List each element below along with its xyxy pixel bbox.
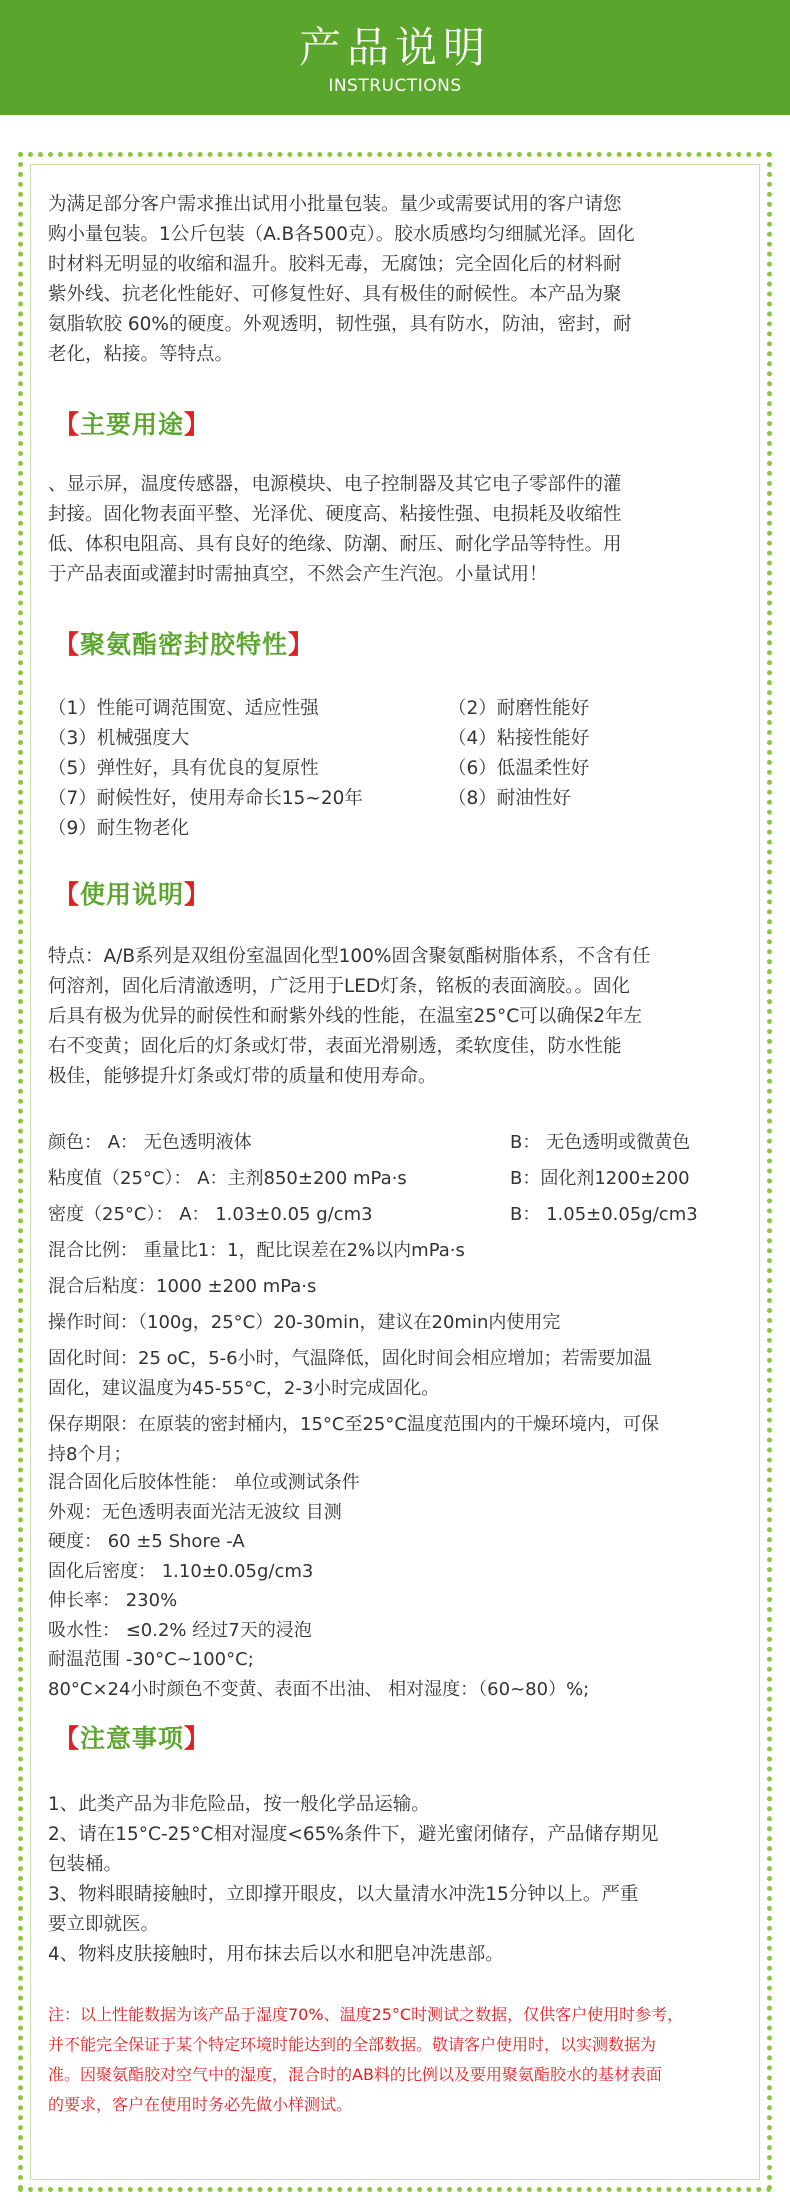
feature-item: （8）耐油性好 xyxy=(448,788,571,809)
spec-property: 吸水性： ≤0.2% 经过7天的浸泡 xyxy=(48,1619,312,1641)
spec-property: 固化后密度： 1.10±0.05g/cm3 xyxy=(48,1560,314,1582)
caution-list xyxy=(48,1790,758,1970)
spec-cure-time-line: 固化，建议温度为45-55°C，2-3小时完成固化。 xyxy=(48,1378,440,1399)
bracket-open: 【 xyxy=(54,880,81,909)
feature-item: （6）低温柔性好 xyxy=(448,758,590,779)
usage-line: 何溶剂，固化后清澈透明，广泛用于LED灯条，铭板的表面滴胶。。固化 xyxy=(48,976,630,997)
spec-cure-time-line: 固化时间：25 oC，5-6小时，气温降低，固化时间会相应增加；若需要加温 xyxy=(48,1348,652,1369)
intro-line: 时材料无明显的收缩和温升。胶料无毒，无腐蚀；完全固化后的材料耐 xyxy=(48,254,622,275)
uses-paragraph xyxy=(48,470,758,590)
uses-line: 、显示屏，温度传感器，电源模块、电子控制器及其它电子零部件的灌 xyxy=(48,474,622,495)
bracket-close: 】 xyxy=(184,880,211,909)
spec-property: 外观：无色透明表面光洁无波纹 目测 xyxy=(48,1501,342,1523)
spec-viscosity-a: 粘度值（25°C）： A：主剂850±200 mPa·s xyxy=(48,1168,407,1189)
spec-density-a: 密度（25°C）： A： 1.03±0.05 g/cm3 xyxy=(48,1204,373,1225)
intro-paragraph xyxy=(48,190,758,370)
features-left-column xyxy=(48,694,363,844)
spec-density-b: B： 1.05±0.05g/cm3 xyxy=(510,1204,698,1225)
spec-property: 伸长率： 230% xyxy=(48,1590,178,1611)
feature-item: （7）耐候性好，使用寿命长15~20年 xyxy=(48,788,363,809)
note-line: 注：以上性能数据为该产品于湿度70%、温度25°C时测试之数据，仅供客户使用时参考， xyxy=(48,2005,684,2024)
spec-operation-time: 操作时间：（100g，25°C）20-30min，建议在20min内使用完 xyxy=(48,1312,561,1333)
spec-property: 混合固化后胶体性能： 单位或测试条件 xyxy=(48,1472,360,1493)
uses-line: 封接。固化物表面平整、光泽优、硬度高、粘接性强、电损耗及收缩性 xyxy=(48,504,622,525)
features-heading-text: 聚氨酯密封胶特性 xyxy=(80,630,289,659)
uses-heading xyxy=(54,408,210,442)
spec-viscosity-b: B：固化剂1200±200 xyxy=(510,1168,690,1189)
header-banner xyxy=(0,0,790,115)
caution-item: 3、物料眼睛接触时，立即撑开眼皮，以大量清水冲洗15分钟以上。严重 xyxy=(48,1884,639,1905)
features-right-column xyxy=(448,694,589,814)
caution-item: 2、请在15°C-25°C相对湿度<65%条件下，避光蜜闭储存，产品储存期见 xyxy=(48,1824,659,1845)
spec-storage-line: 持8个月； xyxy=(48,1444,132,1465)
spec-mixed-viscosity: 混合后粘度：1000 ±200 mPa·s xyxy=(48,1276,317,1297)
uses-line: 于产品表面或灌封时需抽真空，不然会产生汽泡。小量试用！ xyxy=(48,564,548,585)
bracket-open: 【 xyxy=(54,630,81,659)
caution-heading-text: 注意事项 xyxy=(80,1724,185,1753)
page-title: 产品说明 xyxy=(298,23,491,72)
caution-item: 包装桶。 xyxy=(48,1854,123,1875)
spec-property: 80°C×24小时颜色不变黄、表面不出油、 相对湿度：（60~80）%; xyxy=(48,1678,590,1700)
bracket-open: 【 xyxy=(54,1724,81,1753)
usage-line: 极佳，能够提升灯条或灯带的质量和使用寿命。 xyxy=(48,1066,437,1087)
spec-mix-ratio: 混合比例： 重量比1：1，配比误差在2%以内mPa·s xyxy=(48,1240,465,1261)
intro-line: 购小量包装。1公斤包装（A.B各500克）。胶水质感均匀细腻光泽。固化 xyxy=(48,224,635,245)
spec-property: 耐温范围 -30°C~100°C; xyxy=(48,1649,254,1670)
spec-property: 硬度： 60 ±5 Shore -A xyxy=(48,1531,245,1552)
caution-heading xyxy=(54,1722,210,1756)
note-line: 并不能完全保证于某个特定环境时能达到的全部数据。敬请客户使用时，以实测数据为 xyxy=(48,2035,657,2054)
spec-color-a: 颜色： A： 无色透明液体 xyxy=(48,1132,252,1153)
caution-item: 1、此类产品为非危险品，按一般化学品运输。 xyxy=(48,1794,430,1815)
page-subtitle: INSTRUCTIONS xyxy=(328,76,462,96)
bracket-close: 】 xyxy=(184,410,211,439)
feature-item: （2）耐磨性能好 xyxy=(448,698,590,719)
feature-item: （4）粘接性能好 xyxy=(448,728,590,749)
bracket-close: 】 xyxy=(288,630,315,659)
caution-item: 4、物料皮肤接触时，用布抹去后以水和肥皂冲洗患部。 xyxy=(48,1944,504,1965)
intro-line: 氨脂软胶 60%的硬度。外观透明，韧性强，具有防水，防油，密封，耐 xyxy=(48,314,632,335)
feature-item: （3）机械强度大 xyxy=(48,728,190,749)
spec-storage-line: 保存期限：在原装的密封桶内，15°C至25°C温度范围内的干燥环境内，可保 xyxy=(48,1414,659,1435)
feature-item: （5）弹性好，具有优良的复原性 xyxy=(48,758,319,779)
uses-heading-text: 主要用途 xyxy=(80,410,185,439)
usage-line: 后具有极为优异的耐侯性和耐紫外线的性能，在温室25°C可以确保2年左 xyxy=(48,1006,642,1027)
usage-line: 特点：A/B系列是双组份室温固化型100%固含聚氨酯树脂体系，不含有任 xyxy=(48,946,651,967)
usage-paragraph xyxy=(48,942,758,1092)
features-heading xyxy=(54,628,314,662)
note-line: 准。因聚氨酯胶对空气中的湿度，混合时的AB料的比例以及要用聚氨酯胶水的基材表面 xyxy=(48,2065,662,2084)
caution-item: 要立即就医。 xyxy=(48,1914,160,1935)
spec-color-b: B： 无色透明或微黄色 xyxy=(510,1132,691,1153)
disclaimer-note xyxy=(48,2000,758,2120)
intro-line: 老化，粘接。等特点。 xyxy=(48,344,234,365)
usage-line: 右不变黄；固化后的灯条或灯带，表面光滑剔透，柔软度佳，防水性能 xyxy=(48,1036,622,1057)
intro-line: 为满足部分客户需求推出试用小批量包装。量少或需要试用的客户请您 xyxy=(48,194,622,215)
usage-heading xyxy=(54,878,210,912)
note-line: 的要求，客户在使用时务必先做小样测试。 xyxy=(48,2095,353,2114)
bracket-close: 】 xyxy=(184,1724,211,1753)
intro-line: 紫外线、抗老化性能好、可修复性好、具有极佳的耐候性。本产品为聚 xyxy=(48,284,622,305)
bracket-open: 【 xyxy=(54,410,81,439)
uses-line: 低、体积电阻高、具有良好的绝缘、防潮、耐压、耐化学品等特性。用 xyxy=(48,534,622,555)
feature-item: （9）耐生物老化 xyxy=(48,818,190,839)
usage-heading-text: 使用说明 xyxy=(80,880,185,909)
spec-properties-list xyxy=(48,1468,589,1704)
feature-item: （1）性能可调范围宽、适应性强 xyxy=(48,698,319,719)
